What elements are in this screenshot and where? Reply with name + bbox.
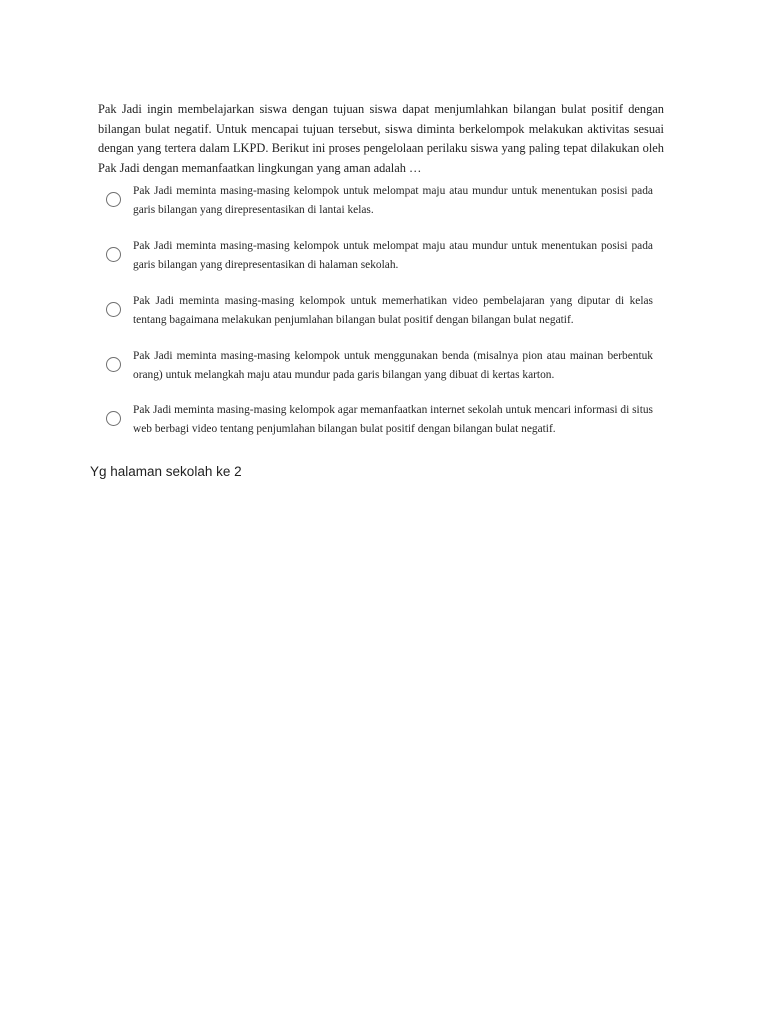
question-text: Pak Jadi ingin membelajarkan siswa dengan tujuan siswa dapat menjumlahkan bilangan bulat positif dengan bilangan bulat negatif. Untuk mencapai tujuan tersebut, siswa diminta berkelompok melakukan aktivitas sesuai dengan yang tertera dalam LKPD. Berikut ini proses pengelolaan perilaku siswa yang paling tepat dilakukan oleh Pak Jadi dengan memanfaatkan lingkungan yang aman adalah … bbox=[98, 102, 664, 175]
radio-button-icon[interactable] bbox=[106, 247, 121, 262]
radio-button-icon[interactable] bbox=[106, 411, 121, 426]
question-screenshot bbox=[88, 88, 678, 454]
radio-button-icon[interactable] bbox=[106, 192, 121, 207]
option-3-text: Pak Jadi meminta masing-masing kelompok untuk memerhatikan video pembelajaran yang diputar di kelas tentang bagaimana melakukan penjumlahan bilangan bulat positif dengan bilangan bulat negatif. bbox=[133, 295, 653, 326]
radio-button-icon[interactable] bbox=[106, 357, 121, 372]
option-5-text: Pak Jadi meminta masing-masing kelompok agar memanfaatkan internet sekolah untuk mencari informasi di situs web berbagi video tentang penjumlahan bilangan bulat positif dengan bilangan bulat negatif. bbox=[133, 404, 653, 435]
radio-button-icon[interactable] bbox=[106, 302, 121, 317]
option-4-text: Pak Jadi meminta masing-masing kelompok untuk menggunakan benda (misalnya pion atau mainan berbentuk orang) untuk melangkah maju atau mundur pada garis bilangan yang dibuat di kertas karton. bbox=[133, 350, 653, 381]
option-1-text: Pak Jadi meminta masing-masing kelompok untuk melompat maju atau mundur untuk menentukan posisi pada garis bilangan yang direpresentasikan di lantai kelas. bbox=[133, 185, 653, 216]
answer-note: Yg halaman sekolah ke 2 bbox=[90, 464, 242, 479]
option-2-text: Pak Jadi meminta masing-masing kelompok untuk melompat maju atau mundur untuk menentukan posisi pada garis bilangan yang direpresentasikan di halaman sekolah. bbox=[133, 240, 653, 271]
